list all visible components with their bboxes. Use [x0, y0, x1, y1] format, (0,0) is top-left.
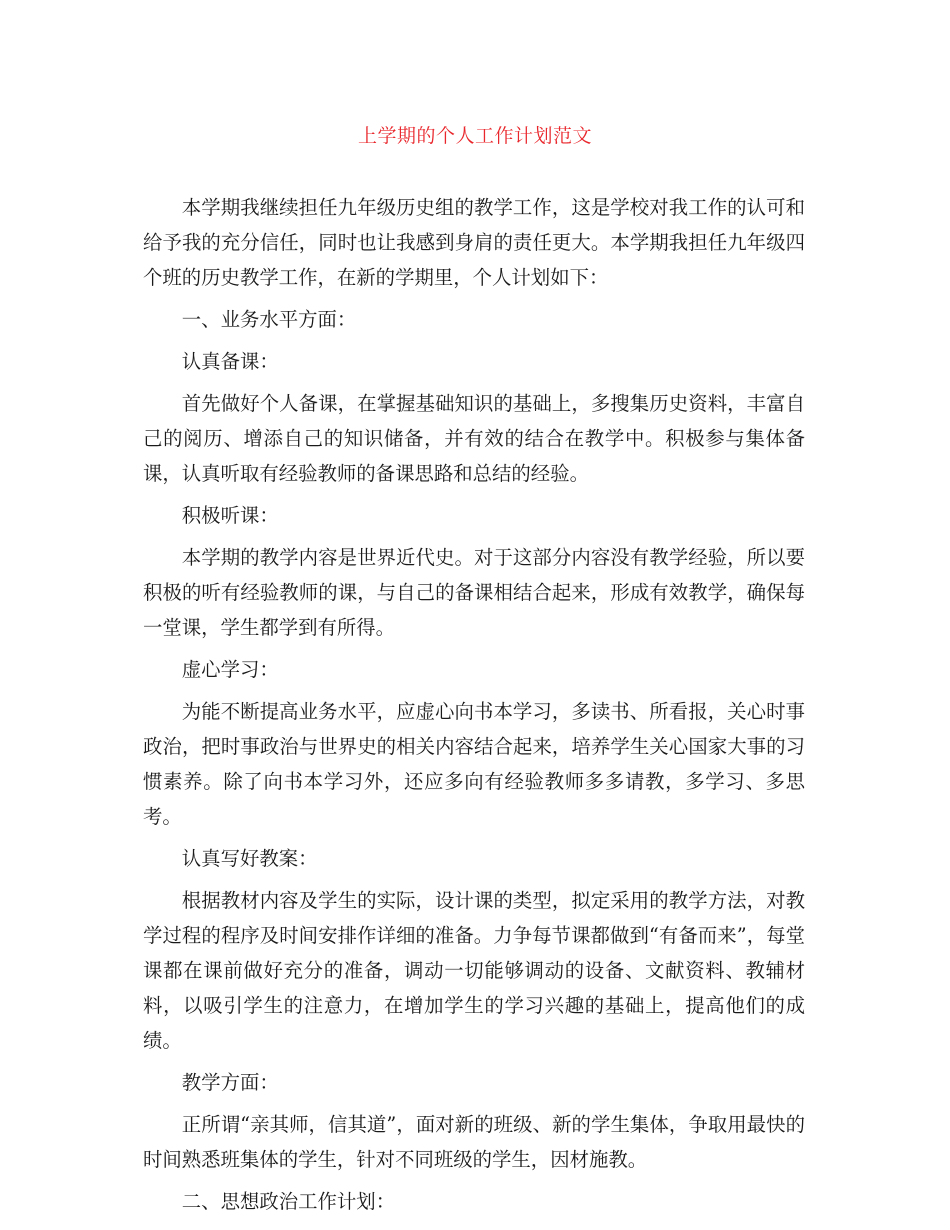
subheading-lesson-plans: 认真写好教案： [181, 847, 318, 870]
document-body [143, 190, 805, 1226]
heading-political-work: 二、思想政治工作计划： [181, 1190, 396, 1213]
heading-business-level: 一、业务水平方面： [181, 308, 357, 331]
paragraph-humble-learning: 为能不断提高业务水平，应虚心向书本学习，多读书、所看报，关心时事政治，把时事政治与世界史的相关内容结合起来，培养学生关心国家大事的习惯素养。除了向书本学习外，还应多向有经验教师多多请教，多学习、多思考。 [143, 700, 805, 828]
document-title: 上学期的个人工作计划范文 [357, 125, 592, 147]
paragraph-intro: 本学期我继续担任九年级历史组的教学工作，这是学校对我工作的认可和给予我的充分信任，同时也让我感到身肩的责任更大。本学期我担任九年级四个班的历史教学工作，在新的学期里，个人计划如下： [143, 196, 805, 289]
subheading-teaching: 教学方面： [181, 1071, 279, 1094]
subheading-humble-learning: 虚心学习： [181, 658, 279, 681]
paragraph-lesson-plans: 根据教材内容及学生的实际，设计课的类型，拟定采用的教学方法，对教学过程的程序及时间安排作详细的准备。力争每节课都做到“有备而来”，每堂课都在课前做好充分的准备，调动一切能够调动的设备、文献资料、教辅材料，以吸引学生的注意力，在增加学生的学习兴趣的基础上，提高他们的成绩。 [143, 889, 805, 1052]
subheading-attend-lessons: 积极听课： [181, 504, 279, 527]
paragraph-lesson-prep: 首先做好个人备课，在掌握基础知识的基础上，多搜集历史资料，丰富自己的阅历、增添自己的知识储备，并有效的结合在教学中。积极参与集体备课，认真听取有经验教师的备课思路和总结的经验。 [143, 392, 805, 485]
subheading-lesson-prep: 认真备课： [181, 350, 279, 373]
paragraph-attend-lessons: 本学期的教学内容是世界近代史。对于这部分内容没有教学经验，所以要积极的听有经验教师的课，与自己的备课相结合起来，形成有效教学，确保每一堂课，学生都学到有所得。 [143, 546, 805, 639]
paragraph-teaching: 正所谓“亲其师，信其道”，面对新的班级、新的学生集体，争取用最快的时间熟悉班集体的学生，针对不同班级的学生，因材施教。 [143, 1113, 805, 1171]
